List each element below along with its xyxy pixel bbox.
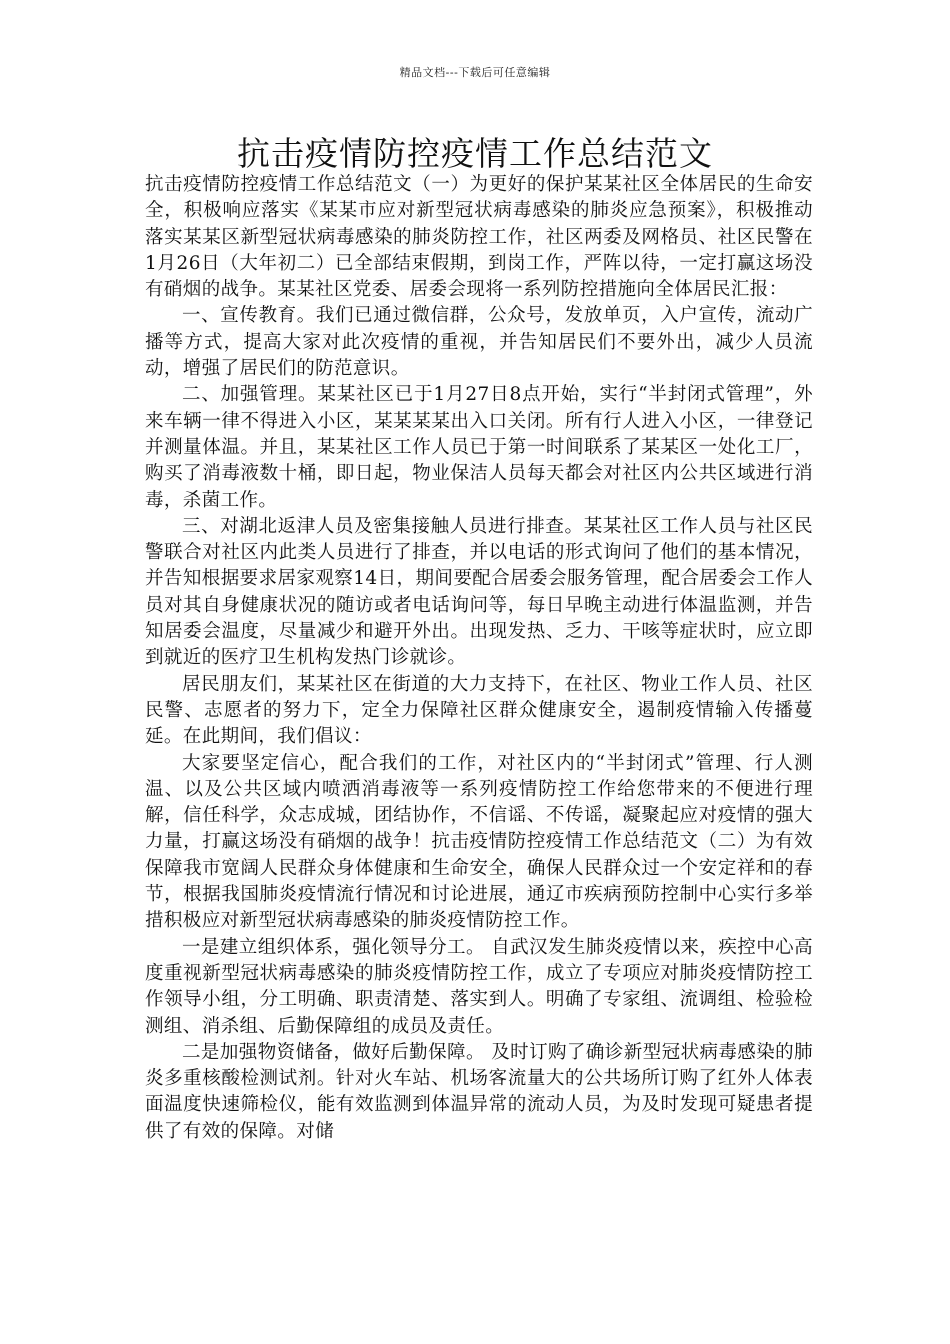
paragraph-intro: 抗击疫情防控疫情工作总结范文（一）为更好的保护某某社区全体居民的生命安全，积极响应落实《某某市应对新型冠状病毒感染的肺炎应急预案》，积极推动落实某某区新型冠状病毒感染的肺炎防控工作，社区两委及网格员、社区民警在1月26日（大年初二）已全部结束假期，到岗工作，严阵以待，一定打赢这场没有硝烟的战争。某某社区党委、居委会现将一系列防控措施向全体居民汇报： [145, 174, 813, 301]
paragraph-residents: 居民朋友们，某某社区在街道的大力支持下，在社区、物业工作人员、社区民警、志愿者的努力下，定全力保障社区群众健康安全，遏制疫情输入传播蔓延。在此期间，我们倡议： [145, 673, 813, 748]
paragraph-appeal: 大家要坚定信心，配合我们的工作，对社区内的“半封闭式”管理、行人测温、以及公共区域内喷洒消毒液等一系列疫情防控工作给您带来的不便进行理解，信任科学，众志成城，团结协作，不信谣、不传谣，凝聚起应对疫情的强大力量，打赢这场没有硝烟的战争！抗击疫情防控疫情工作总结范文（二）为有效保障我市宽阔人民群众身体健康和生命安全，确保人民群众过一个安定祥和的春节，根据我国肺炎疫情流行情况和讨论进展，通辽市疾病预防控制中心实行多举措积极应对新型冠状病毒感染的肺炎疫情防控工作。 [145, 752, 813, 932]
document-title: 抗击疫情防控疫情工作总结范文 [237, 134, 713, 173]
header-note: 精品文档---下载后可任意编辑 [399, 66, 551, 79]
document-body [145, 172, 813, 1145]
paragraph-publicity: 一、宣传教育。我们已通过微信群，公众号，发放单页，入户宣传，流动广播等方式，提高大家对此次疫情的重视，并告知居民们不要外出，减少人员流动，增强了居民们的防范意识。 [145, 305, 813, 380]
paragraph-screening: 三、对湖北返津人员及密集接触人员进行排查。某某社区工作人员与社区民警联合对社区内此类人员进行了排查，并以电话的形式询问了他们的基本情况，并告知根据要求居家观察14日，期间要配合居委会服务管理，配合居委会工作人员对其自身健康状况的随访或者电话询问等，每日早晚主动进行体温监测，并告知居委会温度，尽量减少和避开外出。出现发热、乏力、干咳等症状时，应立即到就近的医疗卫生机构发热门诊就诊。 [145, 515, 813, 669]
paragraph-management: 二、加强管理。某某社区已于1月27日8点开始，实行“半封闭式管理”，外来车辆一律不得进入小区，某某某某出入口关闭。所有行人进入小区，一律登记并测量体温。并且，某某社区工作人员已于第一时间联系了某某区一处化工厂，购买了消毒液数十桶，即日起，物业保洁人员每天都会对社区内公共区域进行消毒，杀菌工作。 [145, 384, 813, 511]
paragraph-organization: 一是建立组织体系，强化领导分工。 自武汉发生肺炎疫情以来，疾控中心高度重视新型冠状病毒感染的肺炎疫情防控工作，成立了专项应对肺炎疫情防控工作领导小组，分工明确、职责清楚、落实到人。明确了专家组、流调组、检验检测组、消杀组、后勤保障组的成员及责任。 [145, 936, 813, 1037]
paragraph-supplies: 二是加强物资储备，做好后勤保障。 及时订购了确诊新型冠状病毒感染的肺炎多重核酸检测试剂。针对火车站、机场客流量大的公共场所订购了红外人体表面温度快速筛检仪，能有效监测到体温异常的流动人员，为及时发现可疑患者提供了有效的保障。对储 [145, 1041, 813, 1142]
